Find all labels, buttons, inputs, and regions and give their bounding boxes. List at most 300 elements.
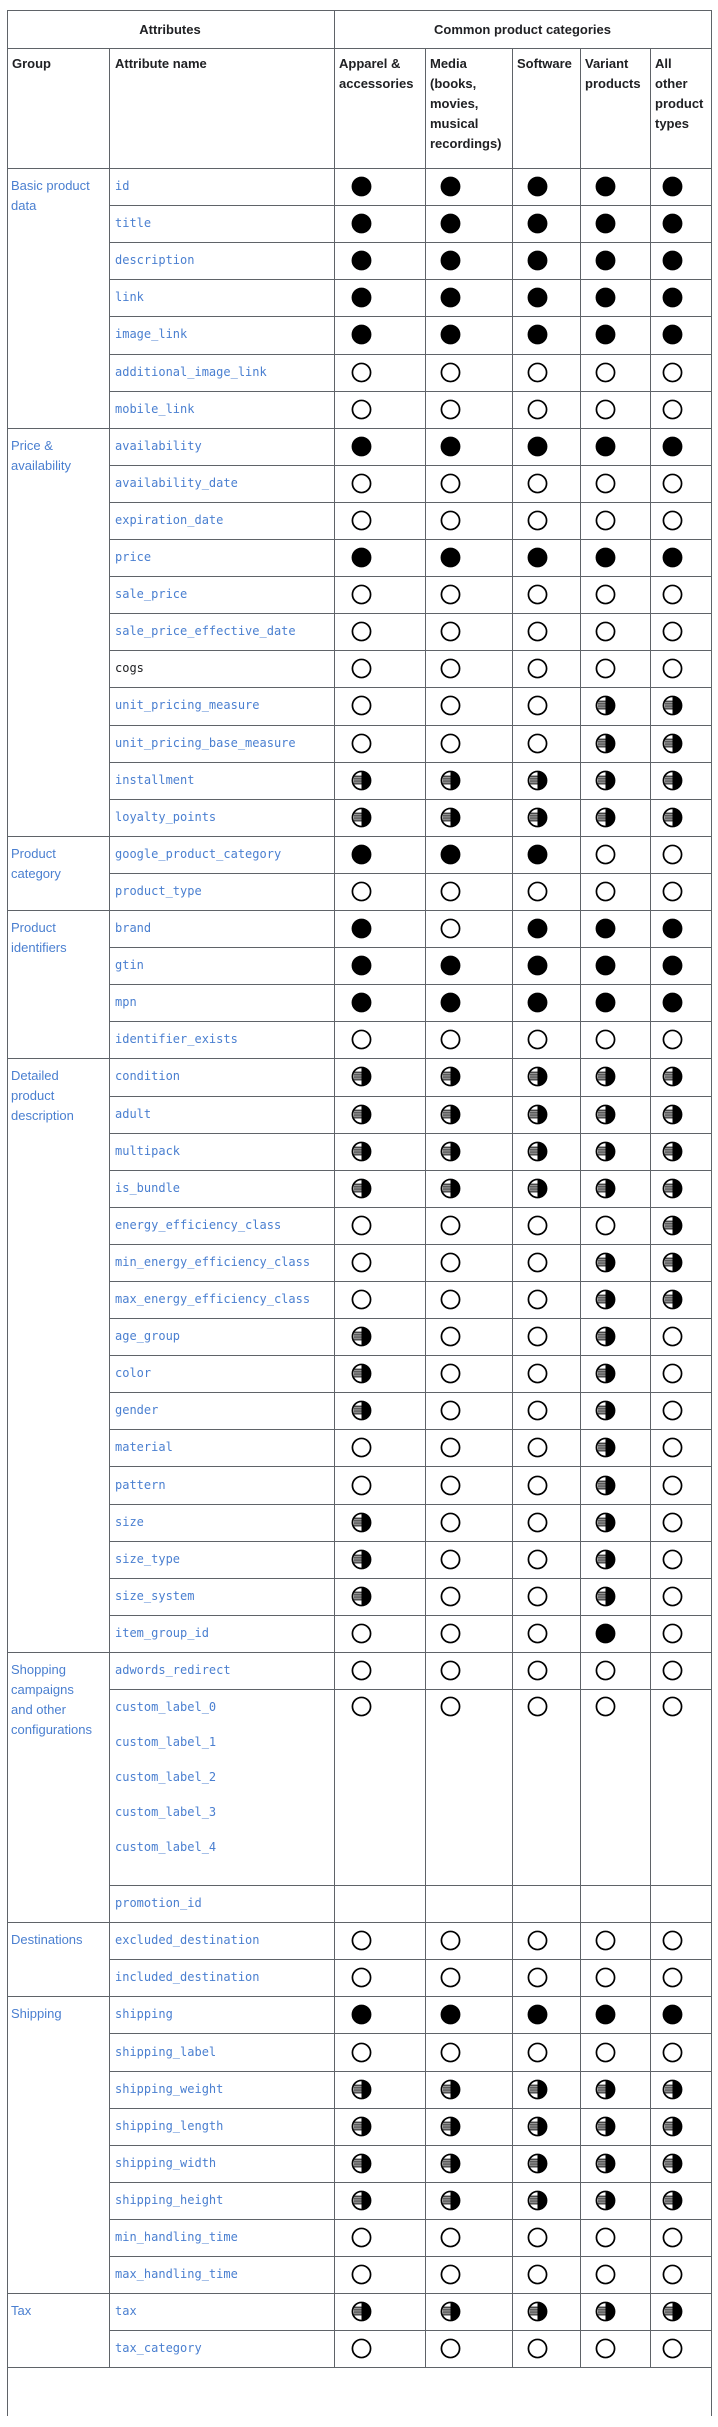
optional-circle-icon [527,1289,548,1310]
group-label: configurations [11,1722,92,1737]
grid-line [109,1318,712,1319]
half-filled-circle-icon [440,2190,461,2211]
half-filled-circle-icon [351,770,372,791]
grid-line [7,2293,712,2294]
grid-line [580,1922,581,1997]
group-label: category [11,865,61,881]
optional-circle-icon [440,1289,461,1310]
required-dot-icon [595,547,616,568]
half-filled-circle-icon [527,2079,548,2100]
optional-circle-icon [440,1623,461,1644]
grid-line [109,1959,712,1960]
optional-circle-icon [440,1326,461,1347]
half-filled-circle-icon [527,2116,548,2137]
optional-circle-icon [595,1930,616,1951]
grid-line [650,1922,651,1997]
half-filled-circle-icon [662,1289,683,1310]
grid-line [580,428,581,837]
group-label: Shipping [11,2006,62,2022]
attribute-name: adwords_redirect [115,1663,231,1677]
optional-circle-icon [662,362,683,383]
optional-circle-icon [527,1400,548,1421]
grid-line [7,428,712,429]
optional-circle-icon [440,1696,461,1717]
grid-line [334,1058,335,1653]
grid-line [109,687,712,688]
half-filled-circle-icon [662,770,683,791]
attribute-name: shipping_width [115,2155,217,2170]
half-filled-circle-icon [595,2079,616,2100]
optional-circle-icon [440,1029,461,1050]
optional-circle-icon [527,1549,548,1570]
required-dot-icon [527,436,548,457]
header-attribute-name: Attribute name [115,56,207,71]
attribute-name: shipping_height [115,2192,224,2207]
required-dot-icon [440,547,461,568]
half-filled-circle-icon [351,1141,372,1162]
grid-line [109,613,712,614]
required-dot-icon [527,918,548,939]
optional-circle-icon [440,2042,461,2063]
grid-line [109,1207,712,1208]
half-filled-circle-icon [527,1104,548,1125]
attribute-name: material [115,1440,173,1455]
attribute-name: identifier_exists [115,1032,238,1047]
grid-line [334,1996,335,2294]
optional-circle-icon [662,1475,683,1496]
optional-circle-icon [662,1967,683,1988]
optional-circle-icon [527,881,548,902]
half-filled-circle-icon [595,2301,616,2322]
required-dot-icon [595,436,616,457]
half-filled-circle-icon [351,2079,372,2100]
optional-circle-icon [662,844,683,865]
group-label: identifiers [11,940,67,955]
half-filled-circle-icon [351,807,372,828]
optional-circle-icon [527,621,548,642]
required-dot-icon [351,213,372,234]
required-dot-icon [595,1623,616,1644]
grid-line [109,465,712,466]
grid-line [512,428,513,837]
optional-circle-icon [662,621,683,642]
optional-circle-icon [351,1930,372,1951]
optional-circle-icon [527,1623,548,1644]
optional-circle-icon [440,1930,461,1951]
optional-circle-icon [662,1696,683,1717]
optional-circle-icon [527,1512,548,1533]
half-filled-circle-icon [595,2153,616,2174]
attribute-name: custom_label_3 [115,1805,217,1820]
half-filled-circle-icon [662,807,683,828]
half-filled-circle-icon [440,2153,461,2174]
attribute-name: availability [115,438,202,453]
optional-circle-icon [440,2227,461,2248]
grid-line [425,910,426,1059]
optional-circle-icon [527,2264,548,2285]
optional-circle-icon [662,584,683,605]
required-dot-icon [662,547,683,568]
grid-line [7,1058,712,1059]
required-dot-icon [527,844,548,865]
attribute-name: availability_date [115,475,238,490]
optional-circle-icon [662,399,683,420]
grid-line [7,836,712,837]
group-label: Price & [11,437,53,453]
grid-line [109,2330,712,2331]
grid-line [109,2219,712,2220]
group-label: Destinations [11,1932,83,1948]
grid-line [109,1885,712,1886]
grid-line [580,168,581,429]
grid-line [650,1996,651,2294]
optional-circle-icon [440,658,461,679]
half-filled-circle-icon [662,2079,683,2100]
required-dot-icon [595,176,616,197]
grid-line [580,836,581,911]
optional-circle-icon [440,1363,461,1384]
half-filled-circle-icon [595,1363,616,1384]
optional-circle-icon [440,362,461,383]
grid-line [512,1652,513,1923]
grid-line [580,2293,581,2368]
required-dot-icon [595,213,616,234]
optional-circle-icon [351,2227,372,2248]
optional-circle-icon [527,584,548,605]
grid-line [425,1922,426,1997]
optional-circle-icon [351,881,372,902]
group-label: description [11,1108,74,1124]
grid-line [109,316,712,317]
grid-line [109,1429,712,1430]
half-filled-circle-icon [662,1141,683,1162]
attribute-name: adult [115,1106,152,1121]
grid-line [109,2145,712,2146]
grid-line [650,836,651,911]
header-cat-other-line: types [655,116,689,131]
grid-line [109,2182,712,2183]
grid-line [580,48,581,169]
grid-line [334,428,335,837]
optional-circle-icon [662,658,683,679]
grid-line [334,48,712,49]
required-dot-icon [351,547,372,568]
half-filled-circle-icon [527,2301,548,2322]
half-filled-circle-icon [662,1252,683,1273]
optional-circle-icon [440,881,461,902]
optional-circle-icon [595,1215,616,1236]
required-dot-icon [440,287,461,308]
header-common-categories: Common product categories [434,22,611,37]
half-filled-circle-icon [662,2190,683,2211]
attribute-name: condition [115,1069,181,1084]
optional-circle-icon [595,658,616,679]
optional-circle-icon [351,473,372,494]
grid-line [109,836,110,911]
grid-line [109,1466,712,1467]
required-dot-icon [527,176,548,197]
header-cat-media-line: (books, [430,76,477,91]
optional-circle-icon [351,1215,372,1236]
attribute-name: excluded_destination [115,1933,260,1948]
half-filled-circle-icon [527,2190,548,2211]
attribute-name: link [115,290,144,305]
half-filled-circle-icon [595,1289,616,1310]
optional-circle-icon [440,2264,461,2285]
optional-circle-icon [351,2264,372,2285]
half-filled-circle-icon [351,2190,372,2211]
required-dot-icon [595,992,616,1013]
grid-line [512,910,513,1059]
grid-line [109,48,335,49]
optional-circle-icon [527,1326,548,1347]
required-dot-icon [351,287,372,308]
optional-circle-icon [595,510,616,531]
grid-line [334,1922,335,1997]
optional-circle-icon [662,2042,683,2063]
attribute-name: brand [115,921,152,935]
optional-circle-icon [527,733,548,754]
grid-line [109,910,110,1059]
required-dot-icon [662,992,683,1013]
attribute-name: gtin [115,958,144,973]
optional-circle-icon [527,510,548,531]
required-dot-icon [527,2004,548,2025]
required-dot-icon [440,213,461,234]
grid-line [580,1058,581,1653]
optional-circle-icon [595,584,616,605]
required-dot-icon [662,176,683,197]
grid-line [580,910,581,1059]
grid-line [7,1996,712,1997]
optional-circle-icon [351,362,372,383]
grid-line [650,428,651,837]
required-dot-icon [527,547,548,568]
required-dot-icon [527,992,548,1013]
optional-circle-icon [351,2042,372,2063]
half-filled-circle-icon [351,2301,372,2322]
half-filled-circle-icon [595,1066,616,1087]
half-filled-circle-icon [351,1178,372,1199]
attribute-name: included_destination [115,1970,260,1985]
optional-circle-icon [662,1029,683,1050]
grid-line [711,10,712,2416]
optional-circle-icon [662,1930,683,1951]
optional-circle-icon [440,1252,461,1273]
grid-line [109,539,712,540]
optional-circle-icon [595,2338,616,2359]
required-dot-icon [595,250,616,271]
grid-line [512,836,513,911]
grid-line [109,650,712,651]
grid-line [334,2293,335,2368]
optional-circle-icon [595,2042,616,2063]
optional-circle-icon [595,2227,616,2248]
grid-line [425,836,426,911]
grid-line [512,1922,513,1997]
attribute-name: additional_image_link [115,364,267,379]
optional-circle-icon [662,1660,683,1681]
group-label: Product [11,920,56,935]
required-dot-icon [440,250,461,271]
grid-line [109,1504,712,1505]
optional-circle-icon [595,399,616,420]
attribute-name: item_group_id [115,1625,209,1640]
required-dot-icon [595,324,616,345]
half-filled-circle-icon [351,1400,372,1421]
grid-line [109,1021,712,1022]
attribute-name: min_energy_efficiency_class [115,1254,311,1269]
attribute-name: multipack [115,1143,181,1158]
grid-line [109,725,712,726]
optional-circle-icon [662,473,683,494]
half-filled-circle-icon [595,1475,616,1496]
half-filled-circle-icon [440,1178,461,1199]
attribute-name: size [115,1514,144,1529]
grid-line [580,1652,581,1923]
required-dot-icon [351,918,372,939]
optional-circle-icon [595,844,616,865]
half-filled-circle-icon [440,2301,461,2322]
required-dot-icon [351,436,372,457]
grid-line [109,391,712,392]
optional-circle-icon [527,658,548,679]
required-dot-icon [351,992,372,1013]
half-filled-circle-icon [351,1326,372,1347]
optional-circle-icon [527,1660,548,1681]
attribute-name: unit_pricing_base_measure [115,735,296,750]
grid-line [109,1058,110,1653]
grid-line [109,1996,110,2294]
attribute-name: expiration_date [115,512,224,527]
attribute-name: pattern [115,1477,166,1492]
half-filled-circle-icon [595,2190,616,2211]
optional-circle-icon [440,1215,461,1236]
required-dot-icon [527,324,548,345]
group-label: Shopping [11,1662,66,1677]
optional-circle-icon [662,1586,683,1607]
header-attributes: Attributes [139,22,201,37]
half-filled-circle-icon [595,2116,616,2137]
optional-circle-icon [527,1437,548,1458]
grid-line [109,279,712,280]
group-label: Product [11,845,56,861]
attribute-name: image_link [115,327,188,342]
optional-circle-icon [440,621,461,642]
required-dot-icon [440,324,461,345]
optional-circle-icon [440,1400,461,1421]
half-filled-circle-icon [595,1104,616,1125]
required-dot-icon [662,250,683,271]
required-dot-icon [351,324,372,345]
required-dot-icon [527,287,548,308]
optional-circle-icon [662,1549,683,1570]
grid-line [109,1133,712,1134]
optional-circle-icon [595,473,616,494]
optional-circle-icon [440,2338,461,2359]
attribute-name: custom_label_4 [115,1840,217,1855]
attribute-name: shipping_label [115,2044,217,2059]
header-cat-software-line: Software [517,56,572,71]
optional-circle-icon [662,881,683,902]
optional-circle-icon [527,1252,548,1273]
optional-circle-icon [440,1549,461,1570]
optional-circle-icon [527,2338,548,2359]
required-dot-icon [440,844,461,865]
optional-circle-icon [440,1586,461,1607]
header-cat-media-line: recordings) [430,136,502,151]
optional-circle-icon [595,362,616,383]
required-dot-icon [662,918,683,939]
group-label: and other [11,1702,66,1717]
optional-circle-icon [351,584,372,605]
attribute-name: mobile_link [115,401,195,416]
optional-circle-icon [351,658,372,679]
header-cat-variant-line: Variant [585,56,629,71]
optional-circle-icon [351,1029,372,1050]
optional-circle-icon [595,1029,616,1050]
optional-circle-icon [440,1512,461,1533]
group-label: Tax [11,2303,32,2319]
half-filled-circle-icon [595,1400,616,1421]
optional-circle-icon [595,881,616,902]
group-label: Basic product [11,178,90,193]
header-cat-media-line: movies, [430,96,479,111]
optional-circle-icon [351,510,372,531]
optional-circle-icon [351,399,372,420]
optional-circle-icon [662,1512,683,1533]
grid-line [425,1996,426,2294]
grid-line [650,910,651,1059]
half-filled-circle-icon [662,733,683,754]
attribute-name: unit_pricing_measure [115,698,260,713]
grid-line [650,2293,651,2368]
grid-line [109,1615,712,1616]
group-label: Detailed [11,1068,59,1084]
half-filled-circle-icon [595,695,616,716]
half-filled-circle-icon [527,770,548,791]
half-filled-circle-icon [440,1066,461,1087]
optional-circle-icon [440,510,461,531]
half-filled-circle-icon [595,1141,616,1162]
attribute-name: loyalty_points [115,809,217,824]
attribute-name: custom_label_2 [115,1770,217,1785]
grid-line [512,48,513,169]
grid-line [109,2108,712,2109]
optional-circle-icon [440,1660,461,1681]
header-cat-media-line: Media [430,56,467,71]
required-dot-icon [662,213,683,234]
attribute-name: tax [115,2304,137,2319]
grid-line [425,48,426,169]
optional-circle-icon [527,1696,548,1717]
header-cat-other-line: All [655,56,672,71]
optional-circle-icon [527,1029,548,1050]
optional-circle-icon [351,1252,372,1273]
header-cat-media-line: musical [430,116,479,131]
grid-line [425,428,426,837]
grid-line [334,910,335,1059]
grid-line [109,1541,712,1542]
required-dot-icon [351,955,372,976]
grid-line [334,168,335,429]
half-filled-circle-icon [351,1066,372,1087]
optional-circle-icon [595,1967,616,1988]
attribute-name: custom_label_1 [115,1735,217,1750]
required-dot-icon [595,955,616,976]
required-dot-icon [351,250,372,271]
half-filled-circle-icon [595,1586,616,1607]
